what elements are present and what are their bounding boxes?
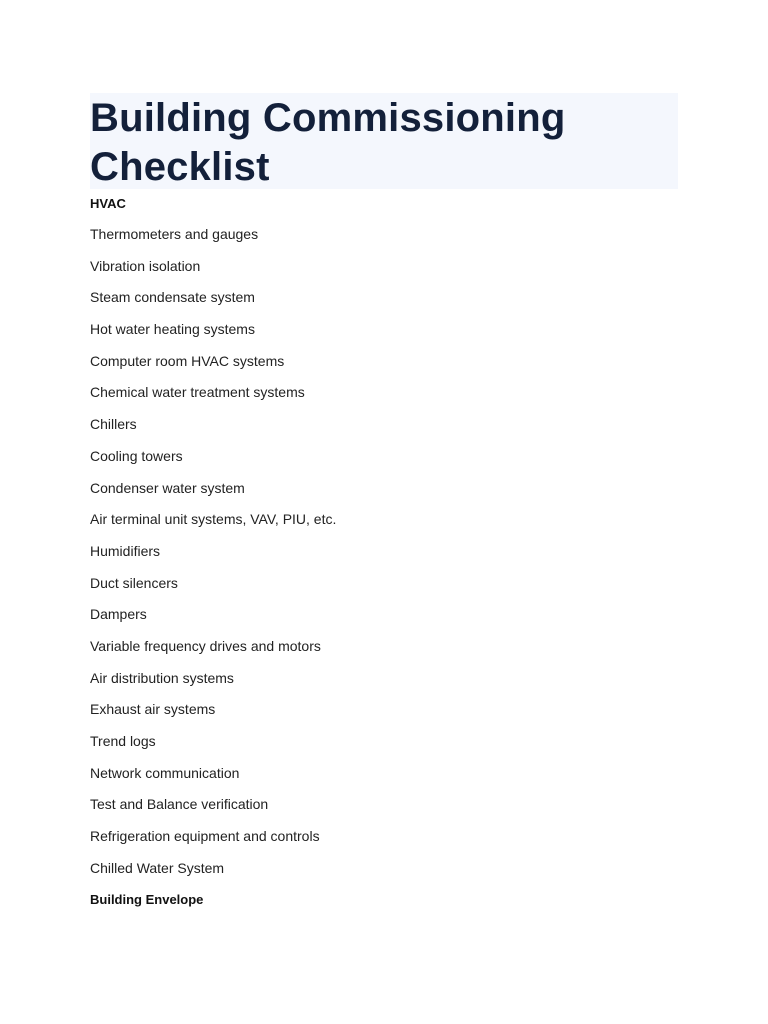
page-title: Building Commissioning Checklist [90,96,566,189]
document-page [90,93,678,916]
list-item: Hot water heating systems [90,321,255,338]
hvac-checklist [90,219,678,884]
list-item: Trend logs [90,733,156,749]
list-item: Cooling towers [90,447,183,464]
list-item: Steam condensate system [90,289,255,306]
list-item: Network communication [90,764,240,781]
list-item: Refrigeration equipment and controls [90,828,320,845]
section-heading-building-envelope: Building Envelope [90,892,204,908]
list-item: Air terminal unit systems, VAV, PIU, etc. [90,511,337,528]
list-item: Air distribution systems [90,669,234,686]
section-heading-hvac: HVAC [90,196,126,211]
list-item: Humidifiers [90,542,161,559]
list-item: Chilled Water System [90,859,225,876]
list-item: Chillers [90,416,137,433]
list-item: Test and Balance verification [90,796,269,813]
title-banner [90,93,678,189]
list-item: Dampers [90,606,147,623]
list-item: Variable frequency drives and motors [90,637,321,654]
list-item: Condenser water system [90,479,245,496]
list-item: Chemical water treatment systems [90,384,305,401]
list-item: Exhaust air systems [90,701,216,718]
list-item: Thermometers and gauges [90,226,259,242]
list-item: Vibration isolation [90,257,201,274]
list-item: Computer room HVAC systems [90,352,285,369]
list-item: Duct silencers [90,574,178,591]
